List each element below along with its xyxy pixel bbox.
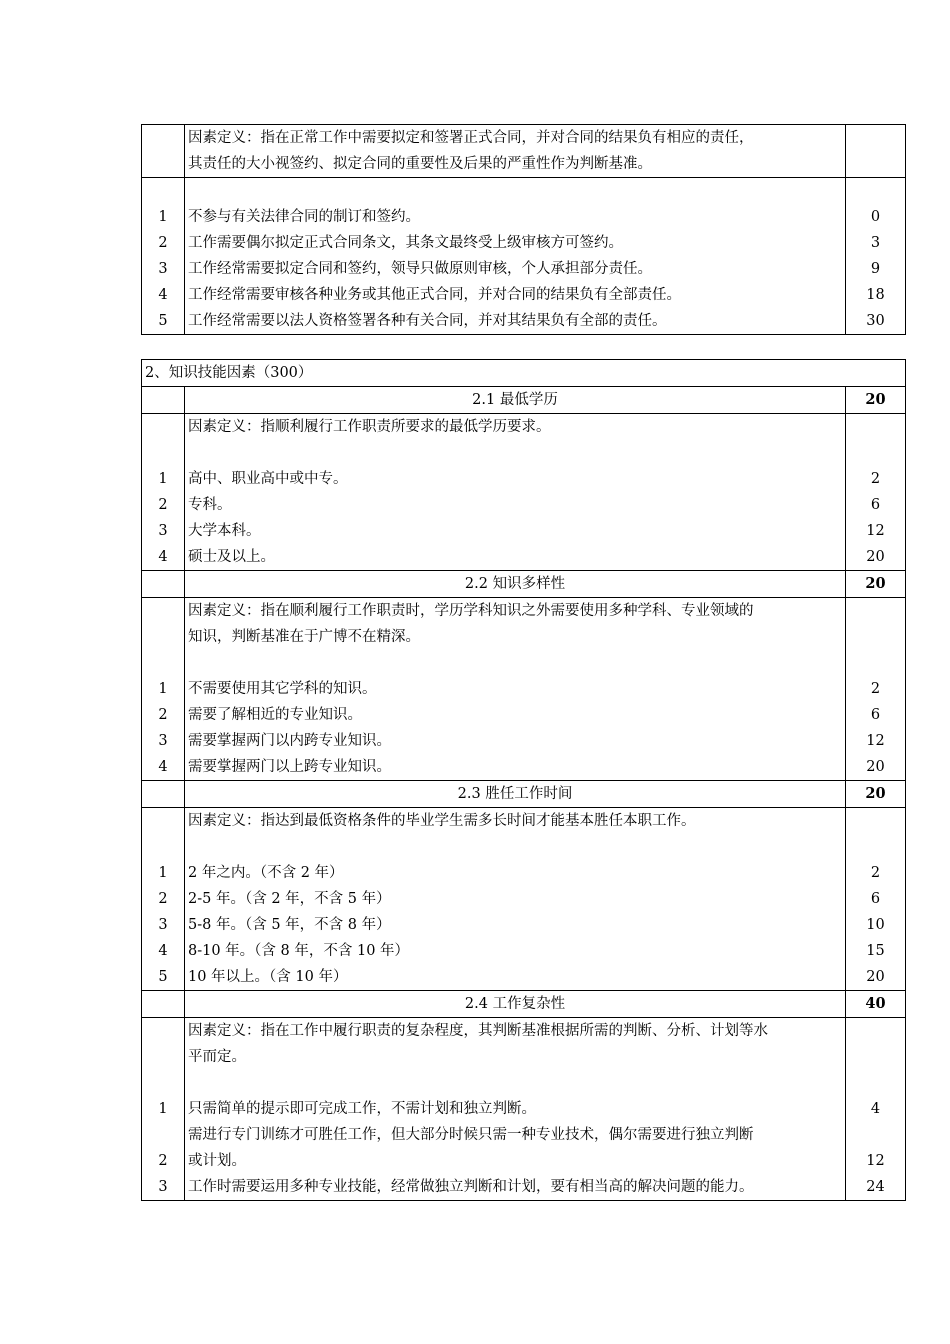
subsection-heading-row bbox=[142, 991, 906, 1018]
subsection-total: 40 bbox=[846, 991, 906, 1018]
subsection-heading: 2.4 工作复杂性 bbox=[185, 991, 846, 1018]
definition-row bbox=[142, 125, 906, 178]
subsection-body-row bbox=[142, 808, 906, 991]
item-texts: 因素定义：指顺利履行工作职责所要求的最低学历要求。 高中、职业高中或中专。 专科。 大学本科。 硕士及以上。 bbox=[185, 414, 846, 571]
subsection-body-row bbox=[142, 598, 906, 781]
item-numbers: 1 2 3 4 bbox=[142, 414, 185, 571]
item-scores: 2 6 10 15 20 bbox=[846, 808, 906, 991]
item-scores: 2 6 12 20 bbox=[846, 598, 906, 781]
factor-definition: 因素定义：指顺利履行工作职责所要求的最低学历要求。 bbox=[188, 419, 551, 435]
subsection-heading: 2.2 知识多样性 bbox=[185, 571, 846, 598]
items-row bbox=[142, 178, 906, 335]
subsection-body-row bbox=[142, 1018, 906, 1201]
contract-factor-table bbox=[141, 124, 906, 335]
section-title-row bbox=[142, 360, 906, 387]
item-numbers: 1 2 3 4 5 bbox=[142, 808, 185, 991]
item-texts: 因素定义：指在工作中履行职责的复杂程度，其判断基准根据所需的判断、分析、计划等水 平而定。 只需简单的提示即可完成工作，不需计划和独立判断。 需进行专门训练才可胜任工作，但大部分时候只需一种专业技术，偶尔需要进行独立判断 或计划。 工作时需要运用多种专业技能，经常做独立判断和计划，要有相当高的解决问题的能力。 bbox=[185, 1018, 846, 1201]
section-title: 2、知识技能因素（300） bbox=[142, 360, 906, 387]
factor-definition: 因素定义：指在正常工作中需要拟定和签署正式合同，并对合同的结果负有相应的责任， 其责任的大小视签约、拟定合同的重要性及后果的严重性作为判断基准。 bbox=[185, 125, 846, 178]
factor-definition: 因素定义：指达到最低资格条件的毕业学生需多长时间才能基本胜任本职工作。 bbox=[188, 813, 696, 829]
item-numbers: 1 2 3 4 5 bbox=[142, 178, 185, 335]
factor-definition: 因素定义：指在工作中履行职责的复杂程度，其判断基准根据所需的判断、分析、计划等水 bbox=[188, 1023, 768, 1039]
item-numbers: 1 2 3 4 bbox=[142, 598, 185, 781]
factor-definition: 因素定义：指在顺利履行工作职责时，学历学科知识之外需要使用多种学科、专业领域的 bbox=[188, 603, 754, 619]
subsection-total: 20 bbox=[846, 781, 906, 808]
item-texts: 因素定义：指在顺利履行工作职责时，学历学科知识之外需要使用多种学科、专业领域的 知识，判断基准在于广博不在精深。 不需要使用其它学科的知识。 需要了解相近的专业知识。 需要掌握两门以内跨专业知识。 需要掌握两门以上跨专业知识。 bbox=[185, 598, 846, 781]
item-texts: 不参与有关法律合同的制订和签约。 工作需要偶尔拟定正式合同条文，其条文最终受上级审核方可签约。 工作经常需要拟定合同和签约，领导只做原则审核，个人承担部分责任。 工作经常需要审核各种业务或其他正式合同，并对合同的结果负有全部责任。 工作经常需要以法人资格签署各种有关合同，并对其结果负有全部的责任。 bbox=[185, 178, 846, 335]
item-scores: 0 3 9 18 30 bbox=[846, 178, 906, 335]
item-scores: 2 6 12 20 bbox=[846, 414, 906, 571]
subsection-heading-row bbox=[142, 571, 906, 598]
subsection-total: 20 bbox=[846, 387, 906, 414]
subsection-body-row bbox=[142, 414, 906, 571]
item-numbers: 1 2 3 bbox=[142, 1018, 185, 1201]
subsection-heading-row bbox=[142, 781, 906, 808]
subsection-heading: 2.1 最低学历 bbox=[185, 387, 846, 414]
item-texts: 因素定义：指达到最低资格条件的毕业学生需多长时间才能基本胜任本职工作。 2 年之内。（不含 2 年） 2-5 年。（含 2 年，不含 5 年） 5-8 年。（含 5 年，不含 8 年） 8-10 年。（含 8 年，不含 10 年） 10 年以上。（含 10 年） bbox=[185, 808, 846, 991]
item-scores: 4 12 24 bbox=[846, 1018, 906, 1201]
subsection-heading-row bbox=[142, 387, 906, 414]
subsection-total: 20 bbox=[846, 571, 906, 598]
knowledge-skill-table bbox=[141, 359, 906, 1201]
subsection-heading: 2.3 胜任工作时间 bbox=[185, 781, 846, 808]
